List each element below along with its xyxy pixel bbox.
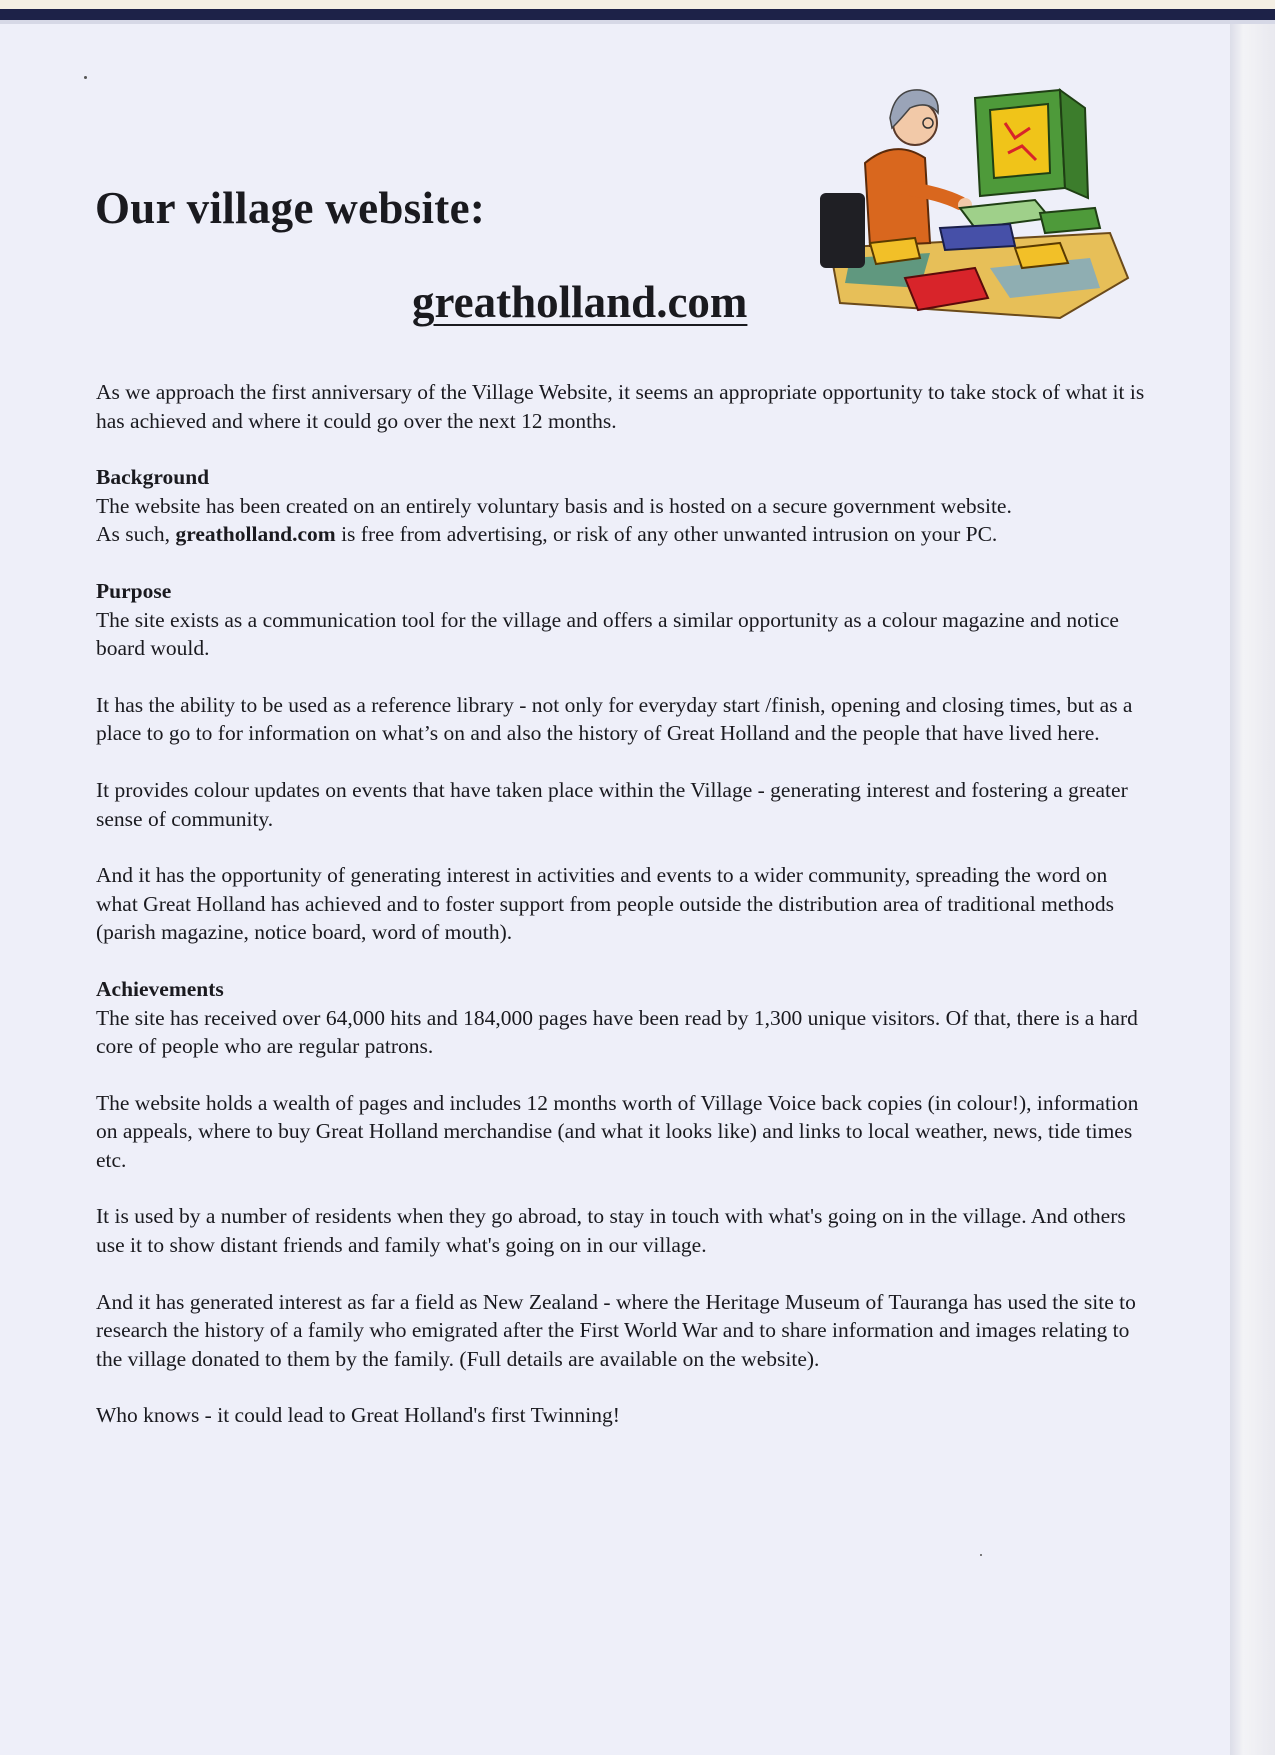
section-heading-achievements: Achievements: [96, 976, 224, 1001]
scan-right-edge: [1230, 24, 1275, 1755]
site-url-inline: greatholland.com: [175, 522, 336, 547]
section-heading-purpose: Purpose: [96, 578, 172, 603]
scan-speck: [84, 76, 87, 79]
purpose-paragraph: It has the ability to be used as a reference library - not only for everyday start /finish, opening and closing times, but as a place to go to for information on what’s on and also the history of Great Holland and the people that have lived here.: [96, 692, 1133, 746]
intro-paragraph: As we approach the first anniversary of the Village Website, it seems an appropriate opportunity to take stock of what it is has achieved and where it could go over the next 12 months.: [96, 380, 1145, 433]
background-line-1: The website has been created on an entirely voluntary basis and is hosted on a secure government website.: [96, 493, 1012, 518]
scan-speck: [980, 1554, 982, 1556]
person-at-computer-icon: [810, 78, 1135, 338]
achievements-paragraph: And it has generated interest as far a field as New Zealand - where the Heritage Museum of Tauranga has used the site to research the history of a family who emigrated after the First World War and to share information and images relating to the village donated to them by the family. (Full details are available on the website).: [96, 1289, 1136, 1371]
section-heading-background: Background: [96, 465, 210, 490]
site-url-heading: greatholland.com: [412, 277, 748, 327]
achievements-paragraph: The site has received over 64,000 hits and 184,000 pages have been read by 1,300 unique visitors. Of that, there is a hard core of people who are regular patrons.: [96, 1005, 1138, 1059]
background-line-2-pre: As such,: [96, 522, 176, 547]
scan-top-edge: [0, 0, 1275, 24]
background-paragraph: [96, 492, 1146, 549]
achievements-paragraph: Who knows - it could lead to Great Holland's first Twinning!: [96, 1403, 620, 1428]
achievements-paragraph: The website holds a wealth of pages and includes 12 months worth of Village Voice back copies (in colour!), information on appeals, where to buy Great Holland merchandise (and what it looks like) and links to local weather, news, tide times etc.: [96, 1090, 1139, 1172]
article-body: [96, 378, 1146, 1458]
purpose-paragraph: It provides colour updates on events that have taken place within the Village - generating interest and fostering a greater sense of community.: [96, 777, 1128, 831]
achievements-paragraph: It is used by a number of residents when they go abroad, to stay in touch with what's going on in the village. And others use it to show distant friends and family what's going on in our village.: [96, 1204, 1126, 1258]
page-title: Our village website:: [95, 183, 486, 233]
purpose-paragraph: And it has the opportunity of generating interest in activities and events to a wider community, spreading the word on what Great Holland has achieved and to foster support from people outside the distribution area of traditional methods (parish magazine, notice board, word of mouth).: [96, 863, 1114, 945]
purpose-paragraph: The site exists as a communication tool for the village and offers a similar opportunity as a colour magazine and notice board would.: [96, 607, 1119, 661]
background-line-2-post: is free from advertising, or risk of any other unwanted intrusion on your PC.: [335, 522, 998, 547]
